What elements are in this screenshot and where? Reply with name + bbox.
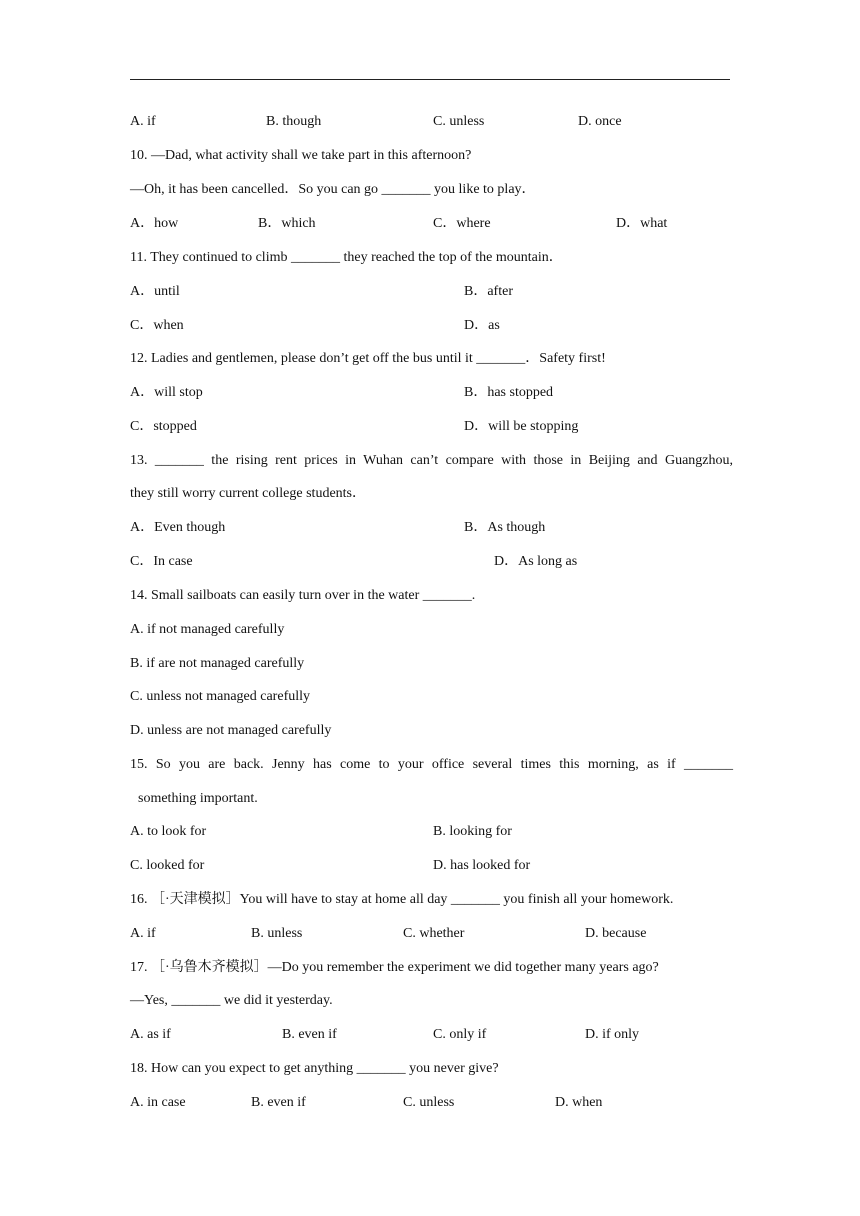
question-14-stem: 14. Small sailboats can easily turn over in the water _______. [130,588,476,603]
option-a: A. if [130,926,156,941]
option-d: D．will be stopping [464,419,579,434]
option-a: A. in case [130,1095,186,1110]
question-13-stem: 13. _______ the rising rent prices in Wuhan can’t compare with those in Beijing and Guangzhou, [130,453,733,468]
option-d: D．what [616,216,668,231]
option-b: B．has stopped [464,385,554,400]
header-rule [130,79,730,80]
option-a: A. if not managed carefully [130,622,285,637]
option-a: A. to look for [130,824,207,839]
question-10-stem: 10. —Dad, what activity shall we take part in this afternoon? [130,148,472,163]
question-10-line2: —Oh, it has been cancelled．So you can go _______ you like to play． [130,182,536,197]
option-a: A. if [130,114,156,129]
question-17-line2: —Yes, _______ we did it yesterday. [130,993,333,1008]
option-c: C．stopped [130,419,197,434]
option-d: D. unless are not managed carefully [130,723,332,738]
question-17-stem: 17. ［·乌鲁木齐模拟］—Do you remember the experiment we did together many years ago? [130,960,659,975]
option-d: D．As long as [494,554,578,569]
option-c: C．In case [130,554,193,569]
option-b: B．As though [464,520,546,535]
option-c: C. looked for [130,858,205,873]
option-d: D. when [555,1095,603,1110]
question-11-stem: 11. They continued to climb _______ they reached the top of the mountain． [130,250,563,265]
question-16-stem: 16. ［·天津模拟］You will have to stay at home all day _______ you finish all your homework. [130,892,674,907]
option-a: A．until [130,284,180,299]
question-12-stem: 12. Ladies and gentlemen, please don’t get off the bus until it _______．Safety first! [130,351,606,366]
question-18-stem: 18. How can you expect to get anything _______ you never give? [130,1061,499,1076]
option-a: A．will stop [130,385,203,400]
option-d: D. has looked for [433,858,531,873]
option-d: D. once [578,114,622,129]
option-c: C. only if [433,1027,487,1042]
option-c: C. unless [403,1095,455,1110]
option-b: B. even if [251,1095,306,1110]
option-c: C. unless not managed carefully [130,689,311,704]
question-13-line2: they still worry current college students． [130,486,366,501]
option-b: B．after [464,284,513,299]
option-b: B. even if [282,1027,337,1042]
option-c: C. unless [433,114,485,129]
option-b: B. looking for [433,824,512,839]
option-b: B. though [266,114,322,129]
option-b: B. unless [251,926,303,941]
option-b: B. if are not managed carefully [130,656,305,671]
question-15-line2: something important. [138,791,258,806]
option-a: A. as if [130,1027,171,1042]
option-c: C. whether [403,926,465,941]
option-b: B．which [258,216,316,231]
option-d: D．as [464,318,500,333]
option-d: D. because [585,926,647,941]
option-a: A．how [130,216,179,231]
option-a: A．Even though [130,520,226,535]
question-15-stem: 15. So you are back. Jenny has come to your office several times this morning, as if _______ [130,757,733,772]
option-c: C．when [130,318,184,333]
option-d: D. if only [585,1027,640,1042]
option-c: C．where [433,216,491,231]
